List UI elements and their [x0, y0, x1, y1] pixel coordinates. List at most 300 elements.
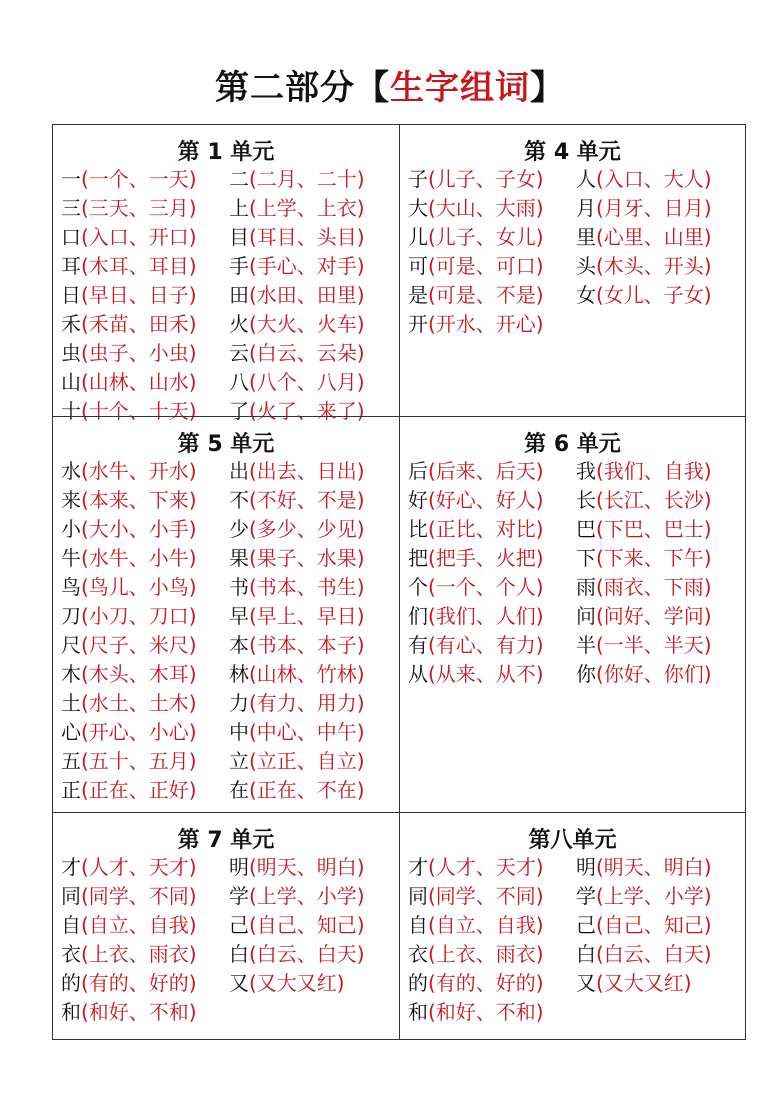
word-entry: [61, 998, 229, 1027]
word-entry: [61, 911, 229, 940]
character: 手: [229, 254, 249, 278]
word-group: (又大又红): [249, 971, 345, 995]
word-column-left: [408, 853, 576, 1027]
word-entry: [576, 911, 744, 940]
character: 和: [61, 1000, 81, 1024]
character: 小: [61, 517, 81, 541]
word-group: (立正、自立): [249, 749, 365, 773]
character: 和: [408, 1000, 428, 1024]
character: 才: [61, 855, 81, 879]
character: 衣: [408, 942, 428, 966]
word-column-right: [229, 853, 397, 1027]
word-group: (本来、下来): [81, 488, 197, 512]
word-entry: [408, 911, 576, 940]
word-entry: [408, 310, 576, 339]
character: 把: [408, 546, 428, 570]
word-group: (水土、土木): [81, 691, 197, 715]
word-group: (入口、开口): [81, 225, 197, 249]
word-entry: [61, 544, 229, 573]
word-entry: [229, 486, 397, 515]
word-group: (你好、你们): [596, 662, 712, 686]
word-group: (我们、人们): [428, 604, 544, 628]
word-group: (果子、水果): [249, 546, 365, 570]
word-group: (一个、一天): [81, 167, 197, 191]
word-entry: [229, 747, 397, 776]
unit-title: 第 5 单元: [177, 432, 275, 457]
character: 你: [576, 662, 596, 686]
character: 衣: [61, 942, 81, 966]
unit-columns: [400, 165, 745, 339]
character: 头: [576, 254, 596, 278]
word-entry: [61, 457, 229, 486]
word-entry: [576, 660, 744, 689]
character: 大: [408, 196, 428, 220]
word-group: (女儿、子女): [596, 283, 712, 307]
character: 下: [576, 546, 596, 570]
character: 水: [61, 459, 81, 483]
character: 正: [61, 778, 81, 802]
word-group: (自己、知己): [596, 913, 712, 937]
word-group: (大火、火车): [249, 312, 365, 336]
character: 学: [576, 884, 596, 908]
character: 月: [576, 196, 596, 220]
character: 才: [408, 855, 428, 879]
word-column-right: [576, 165, 744, 339]
word-group: (从来、从不): [428, 662, 544, 686]
word-entry: [408, 457, 576, 486]
word-entry: [229, 911, 397, 940]
word-entry: [229, 660, 397, 689]
word-entry: [576, 457, 744, 486]
word-entry: [576, 853, 744, 882]
word-entry: [576, 631, 744, 660]
word-group: (水田、田里): [249, 283, 365, 307]
character: 明: [576, 855, 596, 879]
word-column-right: [229, 457, 397, 805]
character: 比: [408, 517, 428, 541]
character: 学: [229, 884, 249, 908]
word-group: (火了、来了): [249, 399, 365, 423]
word-group: (上学、小学): [249, 884, 365, 908]
word-group: (同学、不同): [428, 884, 544, 908]
unit-cell: [52, 124, 400, 423]
word-entry: [61, 339, 229, 368]
word-entry: [229, 457, 397, 486]
word-entry: [61, 747, 229, 776]
word-group: (有的、好的): [428, 971, 544, 995]
character: 白: [576, 942, 596, 966]
character: 出: [229, 459, 249, 483]
word-entry: [576, 486, 744, 515]
character: 开: [408, 312, 428, 336]
word-entry: [229, 515, 397, 544]
word-group: (和好、不和): [81, 1000, 197, 1024]
title-open-bracket: 【: [355, 68, 390, 108]
word-group: (好心、好人): [428, 488, 544, 512]
word-group: (把手、火把): [428, 546, 544, 570]
word-group: (多少、少见): [249, 517, 365, 541]
word-group: (一半、半天): [596, 633, 712, 657]
character: 好: [408, 488, 428, 512]
word-column-right: [576, 853, 744, 1027]
word-group: (山林、竹林): [249, 662, 365, 686]
word-entry: [408, 853, 576, 882]
character: 二: [229, 167, 249, 191]
word-entry: [229, 718, 397, 747]
character: 八: [229, 370, 249, 394]
word-entry: [61, 718, 229, 747]
word-entry: [229, 882, 397, 911]
character: 五: [61, 749, 81, 773]
unit-cell: [52, 416, 400, 813]
word-group: (书本、本子): [249, 633, 365, 657]
title-close-bracket: 】: [530, 68, 565, 108]
word-entry: [229, 631, 397, 660]
word-entry: [229, 573, 397, 602]
character: 又: [229, 971, 249, 995]
word-entry: [229, 194, 397, 223]
word-entry: [61, 486, 229, 515]
character: 的: [61, 971, 81, 995]
unit-grid: [52, 124, 746, 1040]
character: 的: [408, 971, 428, 995]
unit-title: 第 6 单元: [524, 432, 621, 457]
word-entry: [229, 940, 397, 969]
word-column-left: [408, 165, 576, 339]
word-group: (虫子、小虫): [81, 341, 197, 365]
word-entry: [61, 853, 229, 882]
character: 田: [229, 283, 249, 307]
word-column-left: [61, 165, 229, 426]
word-group: (自己、知己): [249, 913, 365, 937]
character: 火: [229, 312, 249, 336]
character: 土: [61, 691, 81, 715]
word-group: (书本、书生): [249, 575, 365, 599]
word-group: (正在、不在): [249, 778, 365, 802]
word-group: (开水、开心): [428, 312, 544, 336]
word-group: (明天、明白): [249, 855, 365, 879]
unit-columns: [53, 457, 399, 805]
word-entry: [229, 544, 397, 573]
word-group: (上衣、雨衣): [428, 942, 544, 966]
word-entry: [61, 940, 229, 969]
unit-columns: [53, 853, 399, 1027]
word-entry: [408, 660, 576, 689]
word-entry: [229, 853, 397, 882]
word-entry: [61, 281, 229, 310]
word-entry: [229, 969, 397, 998]
word-group: (可是、可口): [428, 254, 544, 278]
character: 又: [576, 971, 596, 995]
unit-title: 第八单元: [528, 828, 617, 853]
character: 白: [229, 942, 249, 966]
character: 自: [408, 913, 428, 937]
character: 女: [576, 283, 596, 307]
character: 人: [576, 167, 596, 191]
word-entry: [408, 969, 576, 998]
character: 子: [408, 167, 428, 191]
character: 果: [229, 546, 249, 570]
word-group: (下巴、巴士): [596, 517, 712, 541]
unit-cell: [399, 812, 746, 1040]
word-group: (又大又红): [596, 971, 692, 995]
word-entry: [408, 573, 576, 602]
character: 虫: [61, 341, 81, 365]
character: 儿: [408, 225, 428, 249]
word-column-left: [61, 457, 229, 805]
word-group: (儿子、子女): [428, 167, 544, 191]
character: 雨: [576, 575, 596, 599]
character: 立: [229, 749, 249, 773]
word-group: (正在、正好): [81, 778, 197, 802]
character: 同: [61, 884, 81, 908]
word-group: (出去、日出): [249, 459, 365, 483]
word-group: (下来、下午): [596, 546, 712, 570]
word-group: (水牛、开水): [81, 459, 197, 483]
character: 刀: [61, 604, 81, 628]
character: 耳: [61, 254, 81, 278]
character: 心: [61, 720, 81, 744]
character: 个: [408, 575, 428, 599]
character: 口: [61, 225, 81, 249]
word-entry: [576, 602, 744, 631]
word-column-left: [408, 457, 576, 689]
word-entry: [576, 969, 744, 998]
character: 半: [576, 633, 596, 657]
character: 我: [576, 459, 596, 483]
word-group: (我们、自我): [596, 459, 712, 483]
word-entry: [61, 969, 229, 998]
character: 问: [576, 604, 596, 628]
title-main: 第二部分: [215, 68, 355, 108]
word-group: (雨衣、下雨): [596, 575, 712, 599]
word-entry: [576, 194, 744, 223]
word-entry: [576, 940, 744, 969]
word-entry: [229, 165, 397, 194]
word-group: (入口、大人): [596, 167, 712, 191]
word-group: (早上、早日): [249, 604, 365, 628]
character: 己: [576, 913, 596, 937]
character: 从: [408, 662, 428, 686]
character: 目: [229, 225, 249, 249]
word-entry: [61, 310, 229, 339]
character: 不: [229, 488, 249, 512]
character: 一: [61, 167, 81, 191]
character: 少: [229, 517, 249, 541]
unit-cell: [399, 124, 746, 417]
character: 三: [61, 196, 81, 220]
word-entry: [408, 631, 576, 660]
word-group: (可是、不是): [428, 283, 544, 307]
word-group: (儿子、女儿): [428, 225, 544, 249]
character: 是: [408, 283, 428, 307]
word-entry: [229, 368, 397, 397]
word-entry: [408, 602, 576, 631]
word-group: (上衣、雨衣): [81, 942, 197, 966]
word-entry: [61, 776, 229, 805]
word-group: (水牛、小牛): [81, 546, 197, 570]
word-group: (木头、木耳): [81, 662, 197, 686]
word-group: (大山、大雨): [428, 196, 544, 220]
word-group: (耳目、头目): [249, 225, 365, 249]
character: 鸟: [61, 575, 81, 599]
word-entry: [61, 165, 229, 194]
character: 明: [229, 855, 249, 879]
word-column-right: [576, 457, 744, 689]
word-entry: [229, 281, 397, 310]
word-group: (后来、后天): [428, 459, 544, 483]
unit-title: 第 4 单元: [524, 140, 621, 165]
word-entry: [229, 252, 397, 281]
character: 禾: [61, 312, 81, 336]
word-entry: [576, 544, 744, 573]
word-group: (人才、天才): [81, 855, 197, 879]
word-group: (心里、山里): [596, 225, 712, 249]
word-group: (自立、自我): [81, 913, 197, 937]
word-group: (手心、对手): [249, 254, 365, 278]
word-group: (白云、云朵): [249, 341, 365, 365]
word-group: (八个、八月): [249, 370, 365, 394]
character: 日: [61, 283, 81, 307]
unit-columns: [53, 165, 399, 426]
character: 己: [229, 913, 249, 937]
word-entry: [61, 194, 229, 223]
word-entry: [576, 281, 744, 310]
character: 尺: [61, 633, 81, 657]
word-entry: [61, 252, 229, 281]
word-group: (月牙、日月): [596, 196, 712, 220]
word-entry: [408, 252, 576, 281]
character: 林: [229, 662, 249, 686]
word-entry: [61, 689, 229, 718]
word-entry: [408, 223, 576, 252]
word-entry: [576, 573, 744, 602]
character: 云: [229, 341, 249, 365]
word-group: (上学、上衣): [249, 196, 365, 220]
character: 同: [408, 884, 428, 908]
character: 们: [408, 604, 428, 628]
word-group: (大小、小手): [81, 517, 197, 541]
word-group: (尺子、米尺): [81, 633, 197, 657]
character: 长: [576, 488, 596, 512]
word-group: (小刀、刀口): [81, 604, 197, 628]
character: 有: [408, 633, 428, 657]
word-entry: [61, 602, 229, 631]
word-group: (不好、不是): [249, 488, 365, 512]
word-entry: [61, 223, 229, 252]
character: 书: [229, 575, 249, 599]
word-group: (早日、日子): [81, 283, 197, 307]
word-group: (人才、天才): [428, 855, 544, 879]
page-title: [0, 60, 780, 109]
word-entry: [229, 602, 397, 631]
word-group: (木头、开头): [596, 254, 712, 278]
word-entry: [408, 486, 576, 515]
character: 中: [229, 720, 249, 744]
unit-cell: [52, 812, 400, 1040]
word-group: (白云、白天): [596, 942, 712, 966]
word-group: (三天、三月): [81, 196, 197, 220]
character: 后: [408, 459, 428, 483]
word-group: (上学、小学): [596, 884, 712, 908]
character: 里: [576, 225, 596, 249]
character: 来: [61, 488, 81, 512]
word-entry: [408, 165, 576, 194]
word-group: (有心、有力): [428, 633, 544, 657]
word-entry: [408, 940, 576, 969]
word-group: (五十、五月): [81, 749, 197, 773]
character: 自: [61, 913, 81, 937]
word-entry: [229, 310, 397, 339]
word-entry: [229, 223, 397, 252]
word-group: (禾苗、田禾): [81, 312, 197, 336]
word-group: (二月、二十): [249, 167, 365, 191]
word-entry: [576, 515, 744, 544]
word-group: (正比、对比): [428, 517, 544, 541]
character: 了: [229, 399, 249, 423]
unit-title: 第 1 单元: [177, 140, 275, 165]
word-entry: [408, 281, 576, 310]
word-group: (木耳、耳目): [81, 254, 197, 278]
character: 早: [229, 604, 249, 628]
word-entry: [576, 882, 744, 911]
word-group: (山林、山水): [81, 370, 197, 394]
character: 本: [229, 633, 249, 657]
word-column-right: [229, 165, 397, 426]
character: 上: [229, 196, 249, 220]
word-column-left: [61, 853, 229, 1027]
word-entry: [61, 368, 229, 397]
word-group: (白云、白天): [249, 942, 365, 966]
character: 十: [61, 399, 81, 423]
word-entry: [576, 223, 744, 252]
word-entry: [576, 165, 744, 194]
character: 力: [229, 691, 249, 715]
character: 牛: [61, 546, 81, 570]
title-subtitle: 生字组词: [390, 68, 530, 108]
word-entry: [61, 660, 229, 689]
unit-columns: [400, 457, 745, 689]
word-entry: [408, 544, 576, 573]
word-entry: [408, 194, 576, 223]
word-entry: [408, 998, 576, 1027]
word-entry: [576, 252, 744, 281]
unit-cell: [399, 416, 746, 813]
word-group: (有力、用力): [249, 691, 365, 715]
word-group: (问好、学问): [596, 604, 712, 628]
unit-title: 第 7 单元: [177, 828, 275, 853]
word-entry: [61, 515, 229, 544]
word-group: (开心、小心): [81, 720, 197, 744]
unit-columns: [400, 853, 745, 1027]
character: 巴: [576, 517, 596, 541]
word-group: (长江、长沙): [596, 488, 712, 512]
word-group: (中心、中午): [249, 720, 365, 744]
word-entry: [61, 882, 229, 911]
word-group: (一个、个人): [428, 575, 544, 599]
word-group: (自立、自我): [428, 913, 544, 937]
character: 山: [61, 370, 81, 394]
word-group: (十个、十天): [81, 399, 197, 423]
word-entry: [61, 573, 229, 602]
word-entry: [408, 515, 576, 544]
word-entry: [229, 689, 397, 718]
word-group: (明天、明白): [596, 855, 712, 879]
character: 可: [408, 254, 428, 278]
word-group: (和好、不和): [428, 1000, 544, 1024]
character: 在: [229, 778, 249, 802]
word-group: (同学、不同): [81, 884, 197, 908]
